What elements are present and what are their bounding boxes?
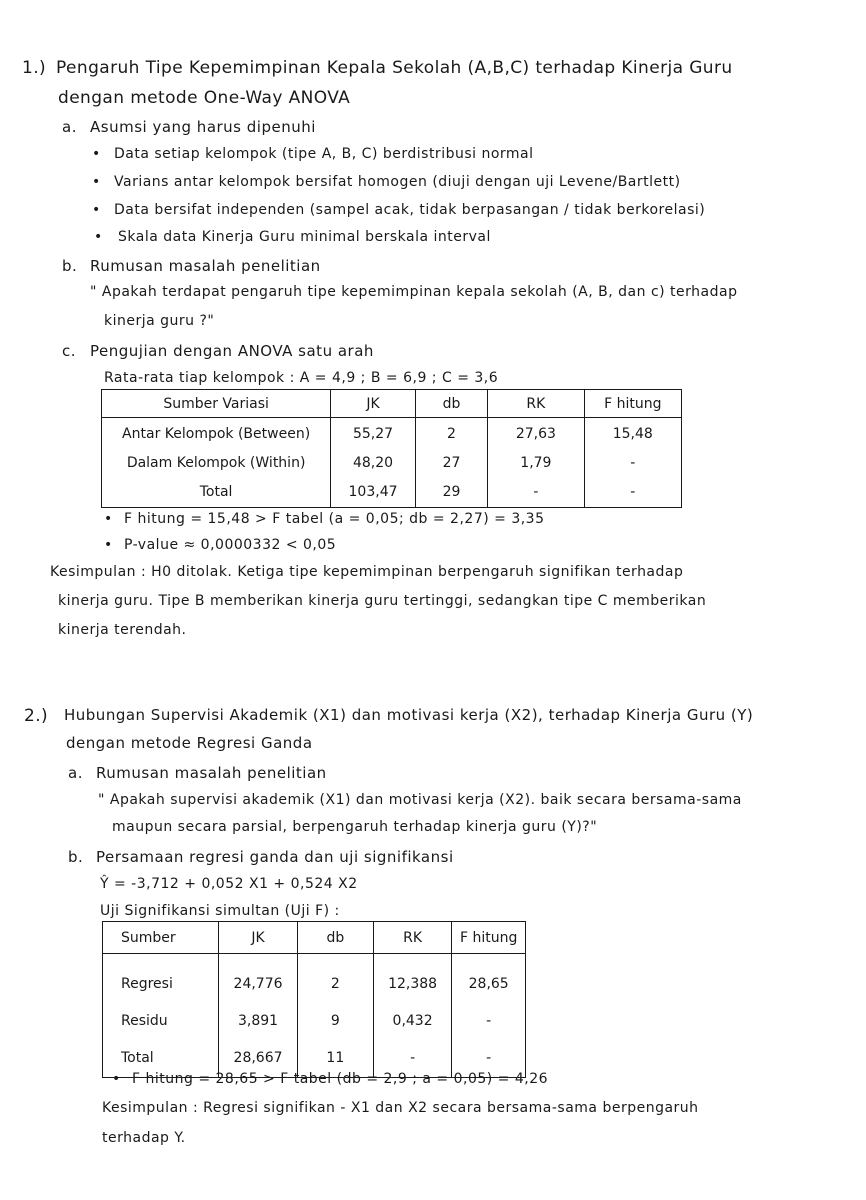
bullet-dot: • <box>92 146 101 162</box>
cell-jk-residu: 3,891 <box>238 1013 279 1029</box>
q1-c-label: c. <box>62 342 77 360</box>
bullet-dot: • <box>104 511 113 527</box>
q1-assumption-3: Data bersifat independen (sampel acak, tidak berpasangan / tidak berkorelasi) <box>114 202 706 218</box>
table-header: Sumber Variasi <box>102 390 331 418</box>
cell-f-between: 15,48 <box>612 426 653 442</box>
q1-assumption-1: Data setiap kelompok (tipe A, B, C) berdistribusi normal <box>114 146 534 162</box>
q2-a-quote-line1: " Apakah supervisi akademik (X1) dan motivasi kerja (X2). baik secara bersama-sama <box>98 792 742 808</box>
bullet-dot: • <box>112 1071 121 1087</box>
table-header: RK <box>373 922 452 954</box>
table-header: db <box>297 922 373 954</box>
q2-a-quote-line2: maupun secara parsial, berpengaruh terhadap kinerja guru (Y)?" <box>112 819 598 835</box>
cell-db-total: 11 <box>326 1050 345 1066</box>
cell-db-regresi: 2 <box>330 976 340 992</box>
q2-title-line2: dengan metode Regresi Ganda <box>66 734 313 752</box>
q2-b-title: Persamaan regresi ganda dan uji signifikansi <box>96 848 454 866</box>
table-header: F hitung <box>452 922 526 954</box>
cell-jk-total: 28,667 <box>233 1050 283 1066</box>
cell-f-total: - <box>630 484 636 500</box>
table-header: JK <box>219 922 298 954</box>
q1-title-line2: dengan metode One-Way ANOVA <box>58 88 351 108</box>
q1-b-quote-line2: kinerja guru ?" <box>104 313 215 329</box>
q1-conclusion-line1: Kesimpulan : H0 ditolak. Ketiga tipe kepemimpinan berpengaruh signifikan terhadap <box>50 564 684 580</box>
cell-rk-between: 27,63 <box>515 426 556 442</box>
table-cell <box>219 954 298 1078</box>
table-header: F hitung <box>584 390 681 418</box>
table-cell <box>415 418 487 508</box>
cell-rk-total: - <box>410 1050 416 1066</box>
bullet-dot: • <box>94 229 103 245</box>
q2-conclusion-line1: Kesimpulan : Regresi signifikan - X1 dan X2 secara bersama-sama berpengaruh <box>102 1100 699 1116</box>
table-cell <box>103 954 219 1078</box>
cell-f-residu: - <box>486 1013 492 1029</box>
q2-a-title: Rumusan masalah penelitian <box>96 764 327 782</box>
table-header: JK <box>331 390 416 418</box>
q1-b-title: Rumusan masalah penelitian <box>90 257 321 275</box>
cell-db-residu: 9 <box>330 1013 340 1029</box>
table-cell <box>584 418 681 508</box>
q2-number: 2.) <box>24 706 49 726</box>
q1-c-title: Pengujian dengan ANOVA satu arah <box>90 342 374 360</box>
cell-rk-residu: 0,432 <box>392 1013 433 1029</box>
q1-number: 1.) <box>22 58 47 78</box>
cell-rk-total: - <box>533 484 539 500</box>
table-header: db <box>415 390 487 418</box>
q1-conclusion-line3: kinerja terendah. <box>58 622 187 638</box>
cell-db-total: 29 <box>442 484 461 500</box>
anova-table <box>101 389 682 508</box>
table-body-row <box>103 954 526 1078</box>
regression-table <box>102 921 526 1078</box>
q1-a-title: Asumsi yang harus dipenuhi <box>90 118 316 136</box>
table-body-row <box>102 418 682 508</box>
cell-f-within: - <box>630 455 636 471</box>
q2-b-label: b. <box>68 848 84 866</box>
q2-result-f: F hitung = 28,65 > F tabel (db = 2,9 ; a = 0,05) = 4,26 <box>132 1071 549 1087</box>
table-cell <box>373 954 452 1078</box>
q2-equation: Ŷ = -3,712 + 0,052 X1 + 0,524 X2 <box>100 876 358 892</box>
q1-result-p: P-value ≈ 0,0000332 < 0,05 <box>124 537 337 553</box>
table-header: RK <box>488 390 584 418</box>
table-header-row <box>102 390 682 418</box>
table-header: Sumber <box>103 922 219 954</box>
cell-source-within: Dalam Kelompok (Within) <box>126 455 306 471</box>
q1-result-f: F hitung = 15,48 > F tabel (a = 0,05; db = 2,27) = 3,35 <box>124 511 545 527</box>
q2-a-label: a. <box>68 764 83 782</box>
q1-title-line1: Pengaruh Tipe Kepemimpinan Kepala Sekolah (A,B,C) terhadap Kinerja Guru <box>56 58 733 78</box>
cell-source-between: Antar Kelompok (Between) <box>122 426 311 442</box>
cell-rk-regresi: 12,388 <box>388 976 438 992</box>
cell-source-total: Total <box>121 1050 154 1066</box>
cell-source-total: Total <box>199 484 233 500</box>
bullet-dot: • <box>92 202 101 218</box>
table-cell <box>452 954 526 1078</box>
cell-f-total: - <box>486 1050 492 1066</box>
bullet-dot: • <box>92 174 101 190</box>
q1-b-quote-line1: " Apakah terdapat pengaruh tipe kepemimpinan kepala sekolah (A, B, dan c) terhadap <box>90 284 738 300</box>
table-cell <box>102 418 331 508</box>
q1-assumption-2: Varians antar kelompok bersifat homogen (diuji dengan uji Levene/Bartlett) <box>114 174 681 190</box>
cell-db-between: 2 <box>447 426 456 442</box>
cell-jk-within: 48,20 <box>352 455 394 471</box>
cell-source-regresi: Regresi <box>121 976 173 992</box>
cell-db-within: 27 <box>442 455 461 471</box>
q1-conclusion-line2: kinerja guru. Tipe B memberikan kinerja guru tertinggi, sedangkan tipe C memberikan <box>58 593 707 609</box>
q1-a-label: a. <box>62 118 77 136</box>
table-cell <box>297 954 373 1078</box>
cell-jk-between: 55,27 <box>352 426 394 442</box>
q1-means-line: Rata-rata tiap kelompok : A = 4,9 ; B = 6,9 ; C = 3,6 <box>104 370 499 386</box>
table-header-row <box>103 922 526 954</box>
q1-b-label: b. <box>62 257 78 275</box>
cell-f-regresi: 28,65 <box>468 976 509 992</box>
cell-source-residu: Residu <box>121 1013 168 1029</box>
cell-jk-total: 103,47 <box>348 484 398 500</box>
cell-jk-regresi: 24,776 <box>233 976 283 992</box>
q1-assumption-4: Skala data Kinerja Guru minimal berskala interval <box>118 229 491 245</box>
cell-rk-within: 1,79 <box>520 455 552 471</box>
table-cell <box>331 418 416 508</box>
q2-f-test-title: Uji Signifikansi simultan (Uji F) : <box>100 903 340 919</box>
bullet-dot: • <box>104 537 113 553</box>
table-cell <box>488 418 584 508</box>
q2-title-line1: Hubungan Supervisi Akademik (X1) dan motivasi kerja (X2), terhadap Kinerja Guru (Y) <box>64 706 754 724</box>
q2-conclusion-line2: terhadap Y. <box>102 1130 186 1146</box>
